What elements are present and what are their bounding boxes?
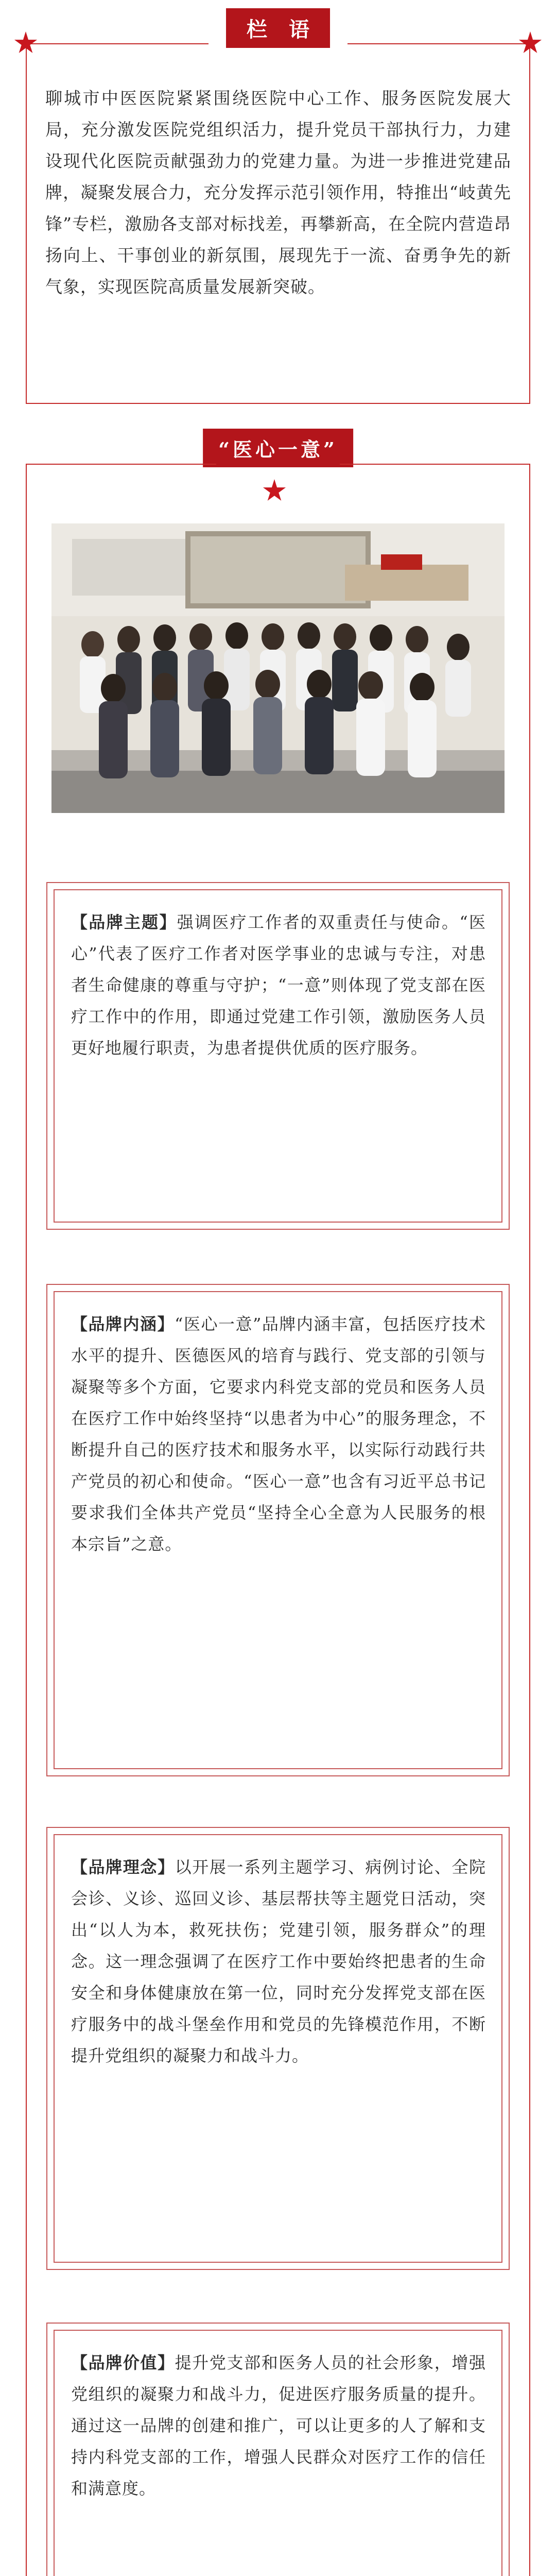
brand-value-heading: 【品牌价值】 (71, 2353, 175, 2372)
brand-value-card (46, 2323, 510, 2576)
brand-connotation-text (71, 1309, 486, 1560)
brand-value-text (71, 2347, 486, 2504)
brand-concept-text (71, 1852, 486, 2072)
brand-theme-heading: 【品牌主题】 (71, 912, 177, 932)
group-photo (51, 523, 505, 813)
brand-concept-heading: 【品牌理念】 (71, 1857, 175, 1877)
brand-concept-card (46, 1827, 510, 2270)
brand-connotation-card (46, 1284, 510, 1776)
column-intro-text: 聊城市中医医院紧紧围绕医院中心工作、服务医院发展大局，充分激发医院党组织活力，提升党员干部执行力，力建设现代化医院贡献强劲力的党建力量。为进一步推进党建品牌，凝聚发展合力，充分发挥示范引领作用，特推出“岐黄先锋”专栏，激励各支部对标找差，再攀新高，在全院内营造昂扬向上、干事创业的新氛围，展现先于一流、奋勇争先的新气象，实现医院高质量发展新突破。 (45, 88, 511, 297)
brand-concept-body: 以开展一系列主题学习、病例讨论、全院会诊、义诊、巡回义诊、基层帮扶等主题党日活动，突出“以人为本，救死扶伤；党建引领，服务群众”的理念。这一理念强调了在医疗工作中要始终把患者的生命安全和身体健康放在第一位，同时充分发挥党支部在医疗服务中的战斗堡垒作用和党员的先锋模范作用，不断提升党组织的凝聚力和战斗力。 (71, 1857, 486, 2065)
brand-theme-body: 强调医疗工作者的双重责任与使命。“医心”代表了医疗工作者对医学事业的忠诚与专注，对患者生命健康的尊重与守护；“一意”则体现了党支部在医疗工作中的作用，即通过党建工作引领，激励医务人员更好地履行职责，为患者提供优质的医疗服务。 (71, 912, 486, 1058)
section-title-tab: “医心一意” (203, 429, 353, 467)
brand-theme-text (71, 907, 486, 1064)
column-intro-tab: 栏 语 (226, 8, 330, 48)
brand-connotation-heading: 【品牌内涵】 (71, 1314, 175, 1334)
brand-theme-card (46, 882, 510, 1230)
brand-connotation-body: “医心一意”品牌内涵丰富，包括医疗技术水平的提升、医德医风的培育与践行、党支部的引领与凝聚等多个方面，它要求内科党支部的党员和医务人员在医疗工作中始终坚持“以患者为中心”的服务理念，不断提升自己的医疗技术和服务水平，以实际行动践行共产党员的初心和使命。“医心一意”也含有习近平总书记要求我们全体共产党员“坚持全心全意为人民服务的根本宗旨”之意。 (71, 1314, 486, 1554)
brand-value-body: 提升党支部和医务人员的社会形象，增强党组织的凝聚力和战斗力，促进医疗服务质量的提升。通过这一品牌的创建和推广，可以让更多的人了解和支持内科党支部的工作，增强人民群众对医疗工作的信任和满意度。 (71, 2353, 486, 2498)
